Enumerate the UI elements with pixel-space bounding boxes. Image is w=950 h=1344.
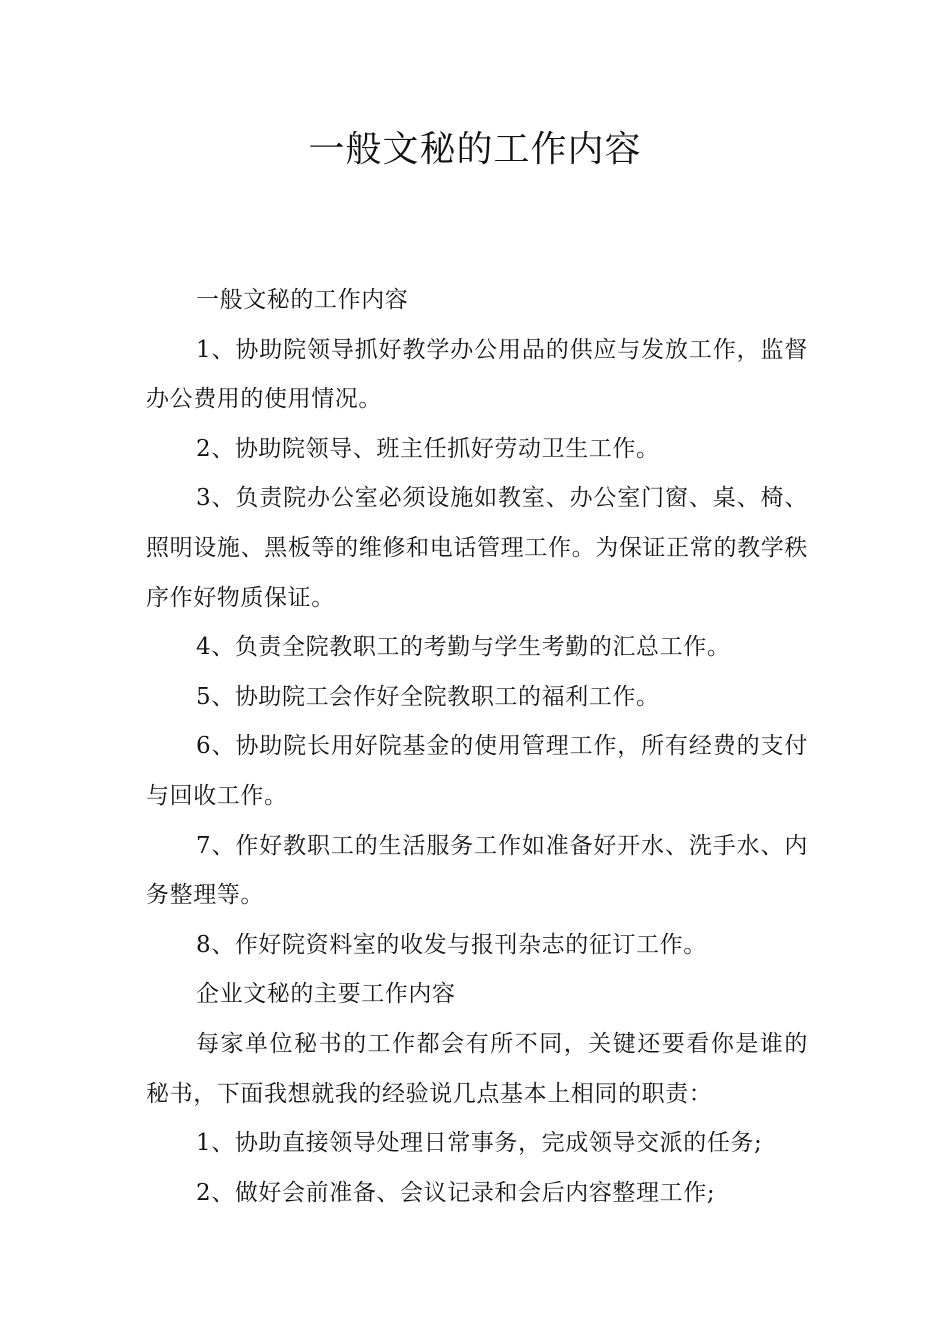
document-title: 一般文秘的工作内容: [308, 129, 642, 170]
paragraph-item-1: 1、协助院领导抓好教学办公用品的供应与发放工作，监督办公费用的使用情况。: [146, 336, 808, 413]
paragraph-duty-2: 2、做好会前准备、会议记录和会后内容整理工作;: [196, 1179, 716, 1206]
paragraph-intro: 每家单位秘书的工作都会有所不同，关键还要看你是谁的秘书，下面我想就我的经验说几点基本上相同的职责：: [146, 1030, 808, 1107]
paragraph-item-2: 2、协助院领导、班主任抓好劳动卫生工作。: [196, 435, 660, 462]
paragraph-item-6: 6、协助院长用好院基金的使用管理工作，所有经费的支付与回收工作。: [146, 733, 808, 809]
paragraph-heading-enterprise: 企业文秘的主要工作内容: [196, 981, 456, 1008]
paragraph-duty-1: 1、协助直接领导处理日常事务，完成领导交派的任务;: [196, 1130, 763, 1157]
paragraph-item-7: 7、作好教职工的生活服务工作如准备好开水、洗手水、内务整理等。: [146, 832, 808, 909]
paragraph-item-5: 5、协助院工会作好全院教职工的福利工作。: [196, 683, 660, 710]
paragraph-item-4: 4、负责全院教职工的考勤与学生考勤的汇总工作。: [196, 634, 731, 661]
paragraph-item-3: 3、负责院办公室必须设施如教室、办公室门窗、桌、椅、照明设施、黑板等的维修和电话管理工作。为保证正常的教学秩序作好物质保证。: [146, 485, 808, 611]
paragraph-heading-general: 一般文秘的工作内容: [196, 287, 409, 313]
paragraph-item-8: 8、作好院资料室的收发与报刊杂志的征订工作。: [196, 931, 707, 958]
document-body: [146, 276, 808, 1218]
